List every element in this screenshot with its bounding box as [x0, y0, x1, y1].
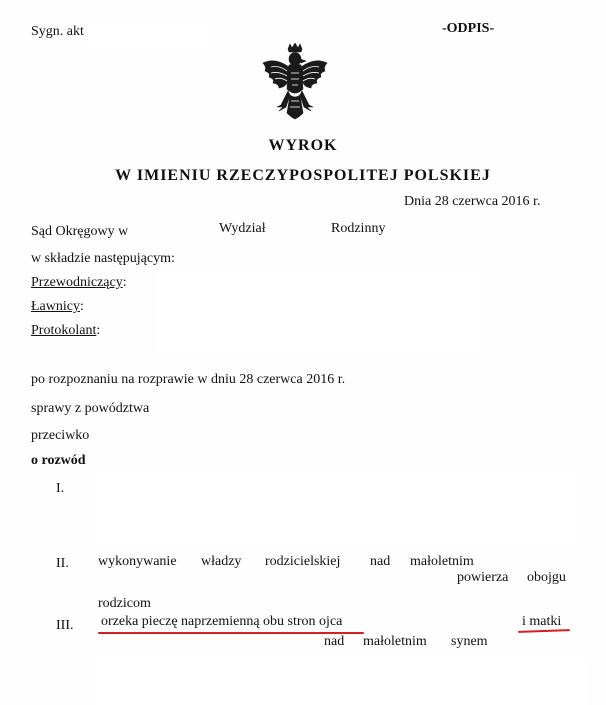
case-number-label: Sygn. akt	[31, 24, 84, 39]
verdict-title: WYROK	[268, 137, 338, 154]
chair-label-text: Przewodniczący	[31, 275, 123, 290]
point-2-word: nad	[370, 554, 391, 569]
clerk-label	[31, 323, 100, 339]
verdict-date: Dnia 28 czerwca 2016 r.	[404, 194, 541, 209]
redacted-case-number	[88, 20, 208, 46]
lay-judges-colon: :	[79, 299, 84, 314]
point-2-word: władzy	[201, 554, 242, 569]
copy-mark: -ODPIS-	[442, 21, 495, 36]
clerk-colon: :	[96, 323, 101, 338]
lay-judges-label-text: Ławnicy	[31, 299, 80, 314]
polish-eagle-emblem-icon	[259, 43, 331, 131]
point-3-line-1: orzeka pieczę naprzemienną obu stron ojca	[101, 614, 343, 629]
point-3-word: małoletnim	[363, 634, 427, 649]
point-3-word: synem	[451, 634, 488, 649]
point-2-word: małoletnim	[410, 554, 474, 569]
composition-label: w składzie następującym:	[31, 251, 175, 266]
chair-colon: :	[122, 275, 127, 290]
verdict-subtitle: W IMIENIU RZECZYPOSPOLITEJ POLSKIEJ	[115, 167, 491, 184]
redacted-remaining-text	[96, 658, 586, 705]
point-2-word: rodzicielskiej	[265, 554, 341, 569]
point-3-word: nad	[324, 634, 345, 649]
point-2-word: powierza	[457, 570, 509, 585]
against-line: przeciwko	[31, 428, 90, 443]
point-1-number: I.	[56, 481, 65, 496]
lay-judges-label	[31, 299, 84, 315]
point-3-number: III.	[56, 618, 74, 633]
clerk-label-text: Protokolant	[31, 323, 97, 338]
subject-line: o rozwód	[31, 453, 86, 468]
point-2-word: obojgu	[527, 570, 566, 585]
point-2-number: II.	[56, 556, 69, 571]
division-type: Rodzinny	[331, 221, 386, 236]
redacted-panel-names	[158, 268, 480, 352]
redacted-point-1	[96, 474, 576, 542]
red-annotation-underline	[518, 629, 570, 633]
claim-line: sprawy z powództwa	[31, 401, 150, 416]
hearing-line: po rozpoznaniu na rozprawie w dniu 28 czerwca 2016 r.	[31, 372, 346, 387]
point-3-line-1-end: i matki	[522, 614, 562, 629]
point-2-word: wykonywanie	[98, 554, 177, 569]
point-2-line-3: rodzicom	[98, 596, 151, 611]
court-label: Sąd Okręgowy w	[31, 224, 129, 239]
chair-label	[31, 275, 127, 291]
division-label: Wydział	[219, 221, 266, 236]
